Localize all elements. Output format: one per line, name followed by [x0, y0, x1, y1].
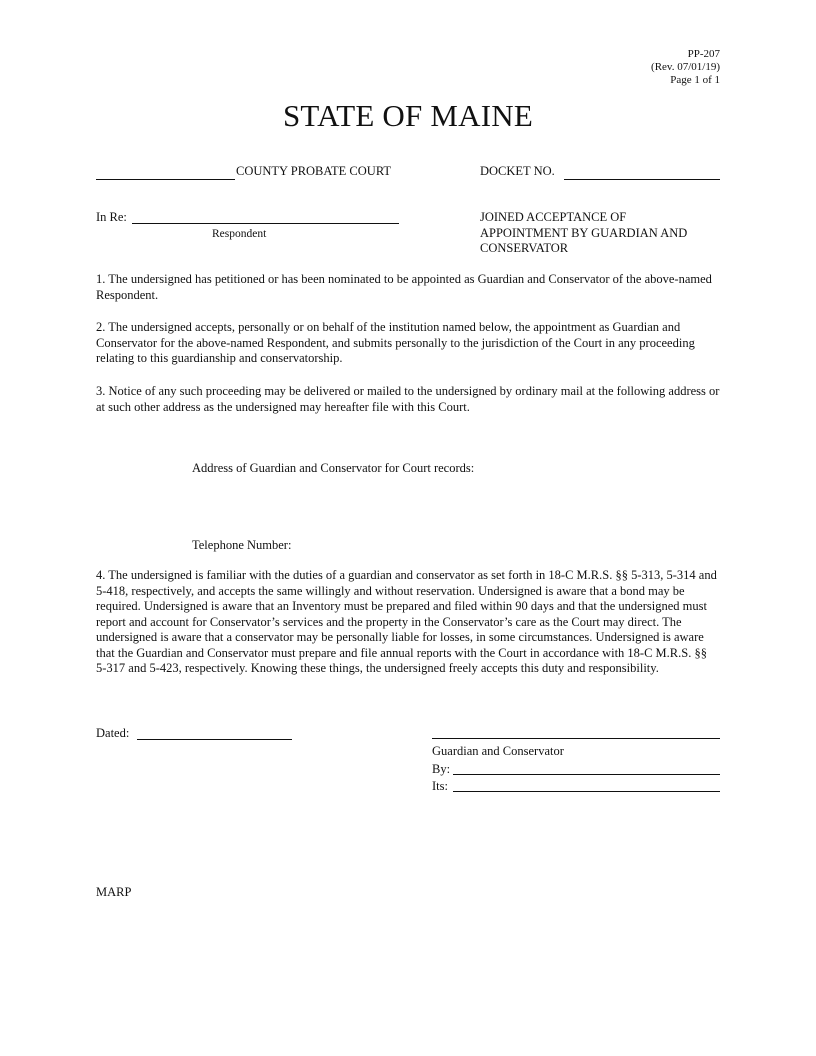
by-field[interactable]	[453, 774, 720, 775]
respondent-name-field[interactable]	[132, 223, 399, 224]
its-field[interactable]	[453, 791, 720, 792]
county-label: COUNTY PROBATE COURT	[236, 164, 392, 178]
paragraph-2: 2. The undersigned accepts, personally or on behalf of the institution named below, the appointment as Guardian and Conservator for the above-named Respondent, and submits personally to the jurisdiction of the Court in any proceeding relating to this guardianship and conservatorship.	[96, 320, 695, 365]
document-title-line-2: APPOINTMENT BY GUARDIAN AND	[480, 225, 688, 240]
paragraph-3: 3. Notice of any such proceeding may be delivered or mailed to the undersigned by ordinary mail at the following address or at such other address as the undersigned may hereafter file with this Court.	[96, 384, 720, 414]
docket-label: DOCKET NO.	[480, 164, 555, 178]
in-re-label: In Re:	[96, 210, 127, 224]
paragraph-4: 4. The undersigned is familiar with the duties of a guardian and conservator as set forth in 18-C M.R.S. §§ 5-313, 5-314 and 5-418, respectively, and accepts the same willingly and without reservation. Undersigned is aware that a bond may be required. Undersigned is aware that an Inventory must be prepared and filed within 90 days and that the undersigned must report and account for Conservator’s services and the property in the Conservator’s care as the Court may direct. The undersigned is aware that a conservator may be personally liable for losses, in some circumstances. Undersigned is aware that the Guardian and Conservator must prepare and file annual reports with the Court in accordance with 18-C M.R.S. §§ 5-317 and 5-423, respectively. Knowing these things, the undersigned freely accepts this duty and responsibility.	[96, 568, 717, 675]
respondent-label: Respondent	[212, 228, 267, 240]
dated-field[interactable]	[137, 739, 292, 740]
docket-number-field[interactable]	[564, 179, 720, 180]
telephone-field[interactable]	[302, 538, 502, 554]
dated-label: Dated:	[96, 726, 130, 740]
page-number: Page 1 of 1	[670, 74, 720, 86]
address-field[interactable]	[192, 480, 720, 528]
form-number: PP-207	[687, 48, 720, 60]
guardian-conservator-label: Guardian and Conservator	[432, 744, 564, 758]
telephone-label: Telephone Number:	[192, 538, 292, 552]
document-title-line-1: JOINED ACCEPTANCE OF	[480, 210, 627, 224]
by-label: By:	[432, 762, 451, 776]
address-label: Address of Guardian and Conservator for Court records:	[192, 461, 475, 475]
document-title-line-3: CONSERVATOR	[480, 241, 569, 255]
page-title: STATE OF MAINE	[282, 98, 534, 133]
paragraph-1: 1. The undersigned has petitioned or has been nominated to be appointed as Guardian and Conservator of the above-named Respondent.	[96, 272, 712, 302]
form-identifier	[651, 48, 720, 87]
document-title	[480, 210, 687, 257]
its-label: Its:	[432, 779, 448, 793]
form-revision: (Rev. 07/01/19)	[651, 61, 720, 73]
county-field[interactable]	[96, 179, 235, 180]
footer-code: MARP	[96, 885, 132, 899]
signature-line[interactable]	[432, 738, 720, 739]
